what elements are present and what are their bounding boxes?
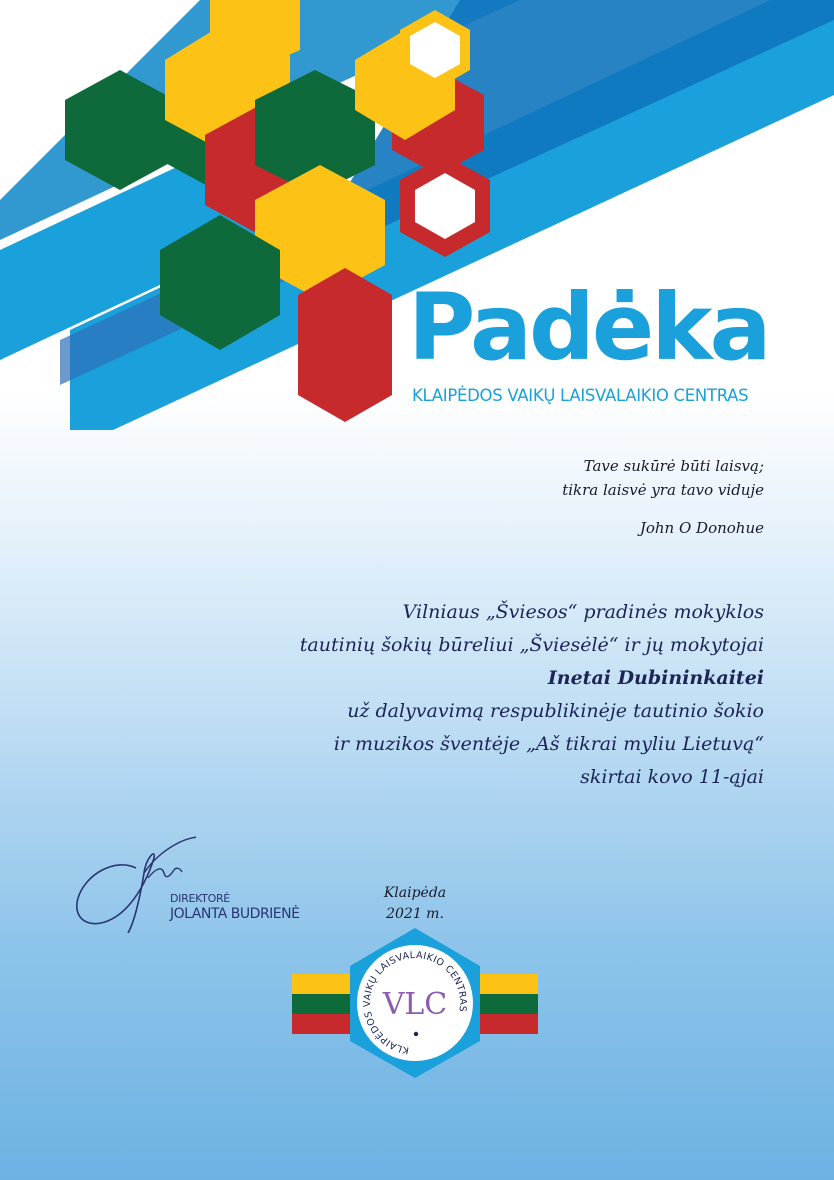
place-date [330, 883, 500, 925]
body-line: ir muzikos šventėje „Aš tikrai myliu Lietuvą“ [333, 733, 764, 755]
body-line: skirtai kovo 11-ąjai [580, 766, 764, 788]
place: Klaipėda [383, 885, 447, 901]
quote-line: tikra laisvė yra tavo viduje [562, 481, 764, 499]
certificate-title: Padėka [408, 274, 769, 381]
seal-ring-text: KLAIPĖDOS VAIKŲ LAISVALAIKIO CENTRAS [361, 949, 469, 1056]
director-signature [66, 828, 196, 943]
seal-logo: VLC [382, 987, 448, 1022]
quote-line: Tave sukūrė būti laisvą; [583, 457, 764, 475]
body-line: už dalyvavimą respublikinėje tautinio šokio [347, 700, 764, 722]
body-line: Vilniaus „Šviesos“ pradinės mokyklos [402, 601, 764, 623]
director-role: DIREKTORĖ [170, 892, 230, 905]
body-line: tautinių šokių būreliui „Šviesėlė“ ir jų mokytojai [299, 634, 764, 656]
quote-author: John O Donohue [639, 519, 764, 537]
year: 2021 m. [386, 906, 444, 922]
recipient-name: Inetai Dubininkaitei [547, 667, 764, 689]
quote [562, 454, 764, 502]
director-name: JOLANTA BUDRIENĖ [170, 906, 300, 922]
organization-name: KLAIPĖDOS VAIKŲ LAISVALAIKIO CENTRAS [412, 386, 749, 405]
organization-seal [290, 926, 540, 1081]
recipient-text [300, 596, 764, 794]
